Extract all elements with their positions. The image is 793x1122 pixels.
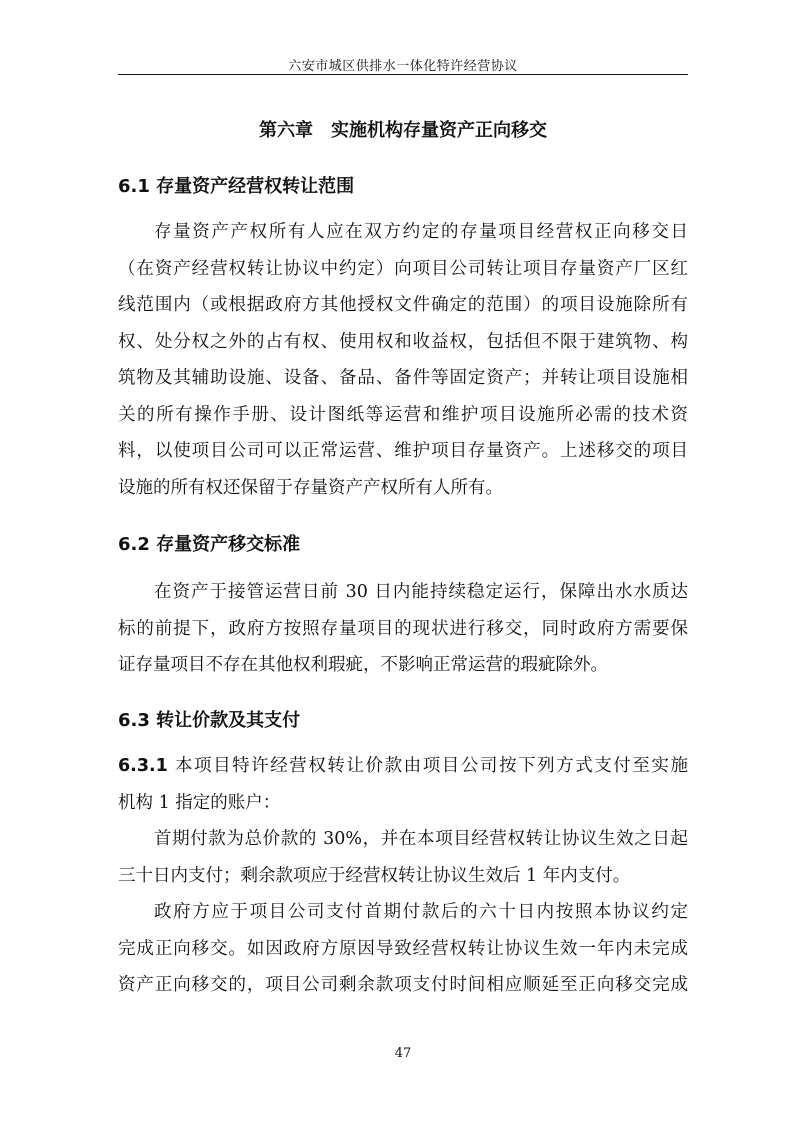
chapter-title [118,116,688,142]
clause-text: 本项目特许经营权转让价款由项目公司按下列方式支付至实施 [174,756,688,776]
text-line: 三十日内支付；剩余款项应于经营权转让协议生效后 1 年内支付。 [118,865,631,886]
text-line: （在资产经营权转让协议中约定）向项目公司转让项目存量资产厂区红 [118,258,688,279]
text-line: 筑物及其辅助设施、设备、备品、备件等固定资产；并转让项目设施相 [118,368,688,388]
clause-number: 6.3.1 [118,756,168,776]
text-line: 首期付款为总价款的 30%，并在本项目经营权转让协议生效之日起 [154,829,688,849]
section-6-3-body [118,748,688,1004]
chapter-number: 第六章 [259,120,313,141]
text-line: 关的所有操作手册、设计图纸等运营和维护项目设施所必需的技术资 [118,404,688,425]
text-line: 资产正向移交的，项目公司剩余款项支付时间相应顺延至正向移交完成 [118,975,688,995]
section-heading-6-3: 6.3 转让价款及其支付 [118,710,301,731]
section-6-2-body [118,574,688,684]
page-number: 47 [394,1046,412,1061]
text-line: 证存量项目不存在其他权利瑕疵，不影响正常运营的瑕疵除外。 [118,655,608,675]
text-line: 在资产于接管运营日前 30 日内能持续稳定运行，保障出水水质达 [154,582,688,602]
text-line: 机构 1 指定的账户： [118,792,281,813]
text-line: 料，以使项目公司可以正常运营、维护项目存量资产。上述移交的项目 [118,441,688,461]
text-line: 线范围内（或根据政府方其他授权文件确定的范围）的项目设施除所有 [118,295,688,315]
section-heading-6-2: 6.2 存量资产移交标准 [118,534,301,555]
running-header: 六安市城区供排水一体化特许经营协议 [288,59,518,74]
text-line: 权、处分权之外的占有权、使用权和收益权，包括但不限于建筑物、构 [118,331,688,352]
text-line: 设施的所有权还保留于存量资产产权所有人所有。 [118,477,503,498]
section-6-1-body [118,214,688,506]
text-line: 存量资产产权所有人应在双方约定的存量项目经营权正向移交日 [154,222,688,242]
section-heading-6-1: 6.1 存量资产经营权转让范围 [118,176,355,197]
header-rule [118,74,688,75]
clause-line [118,748,688,785]
text-line: 完成正向移交。如因政府方原因导致经营权转让协议生效一年内未完成 [118,938,688,959]
text-line: 标的前提下，政府方按照存量项目的现状进行移交，同时政府方需要保 [118,618,688,639]
text-line: 政府方应于项目公司支付首期付款后的六十日内按照本协议约定 [154,902,688,922]
chapter-name: 实施机构存量资产正向移交 [331,120,547,141]
